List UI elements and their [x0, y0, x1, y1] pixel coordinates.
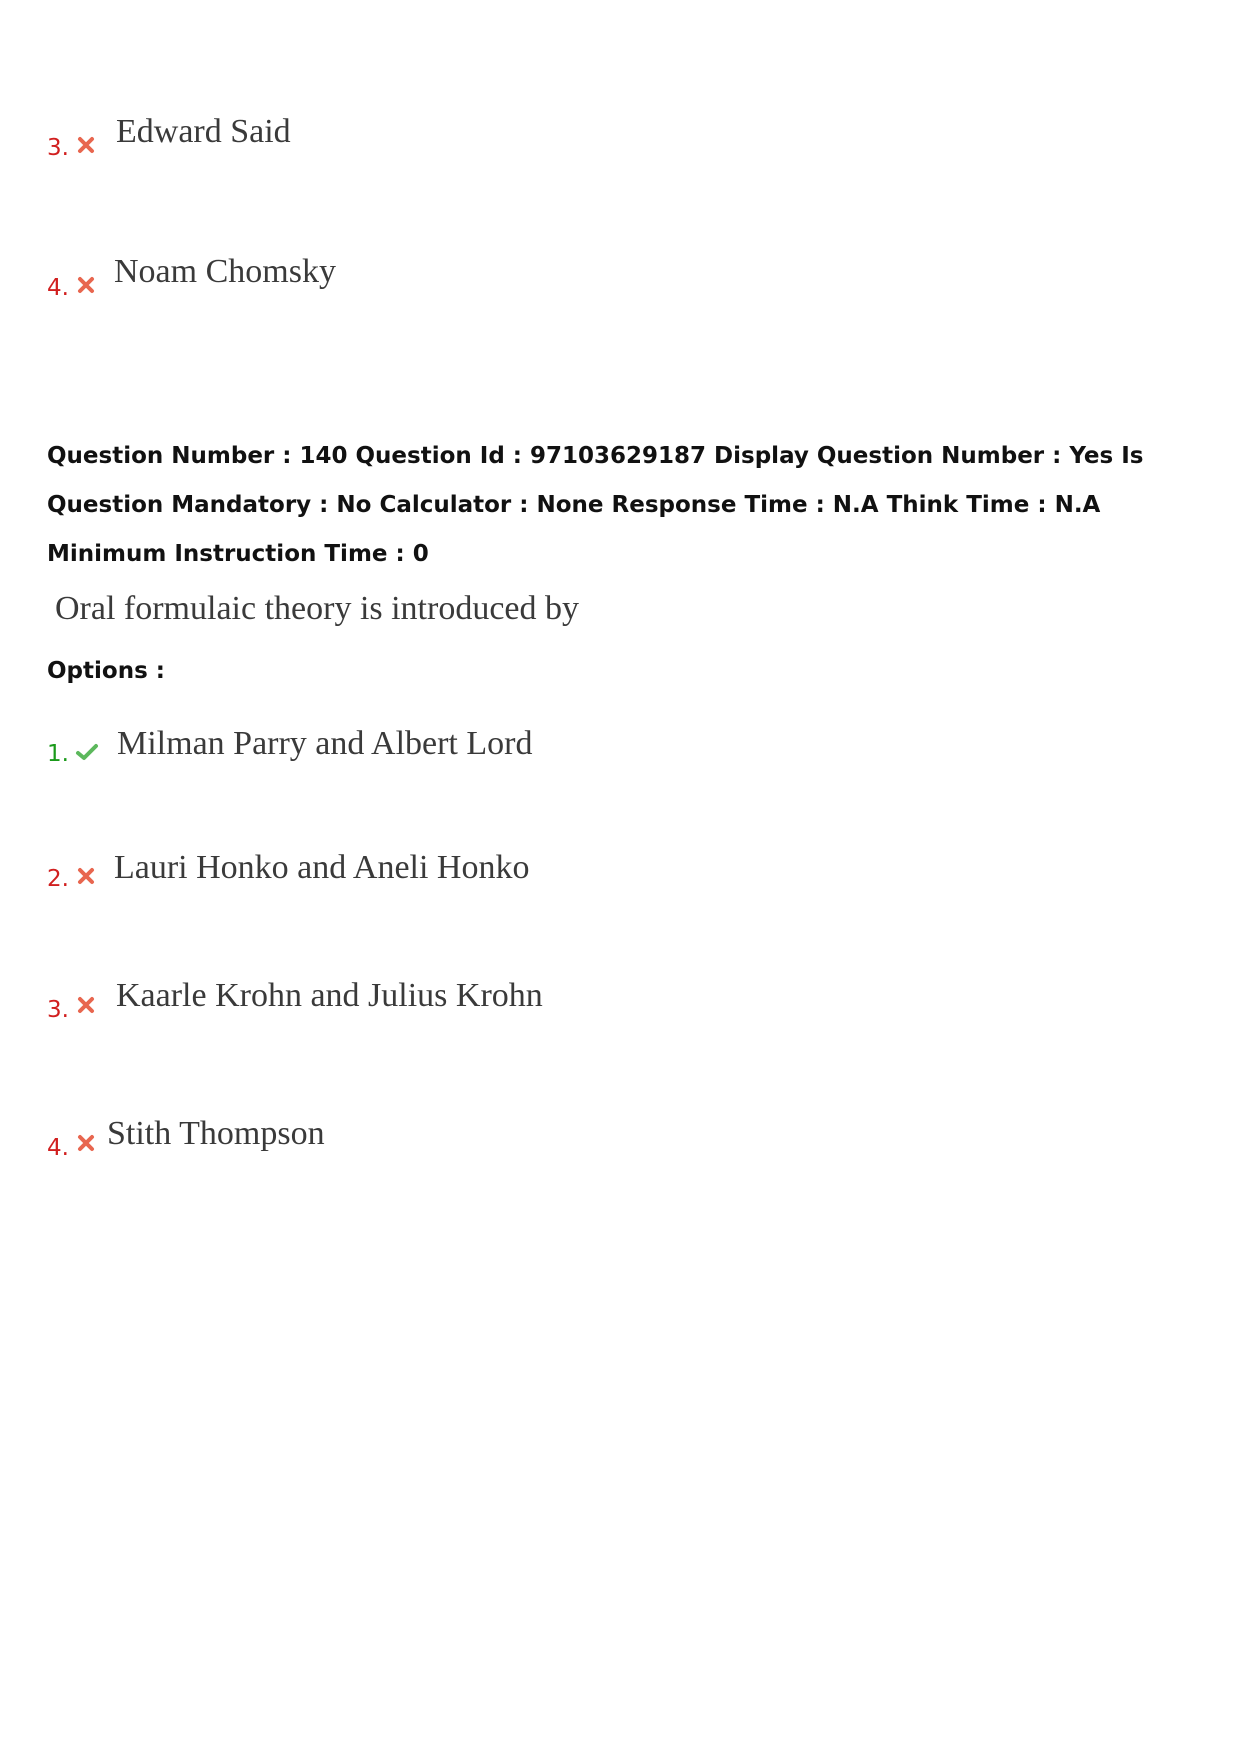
- option-number: 3.: [47, 135, 69, 161]
- option-number: 4.: [47, 1135, 69, 1161]
- option-number: 4.: [47, 275, 69, 301]
- cross-icon: [77, 867, 95, 885]
- question-text: Oral formulaic theory is introduced by: [55, 590, 580, 627]
- option-text: Edward Said: [116, 113, 291, 150]
- prev-option-4: [47, 252, 947, 312]
- option-text: Kaarle Krohn and Julius Krohn: [116, 977, 543, 1014]
- option-number: 2.: [47, 866, 69, 892]
- cross-icon: [77, 276, 95, 294]
- option-number: 1.: [47, 741, 69, 767]
- option-4: [47, 1114, 947, 1174]
- option-1: [47, 724, 947, 784]
- options-label: Options :: [47, 658, 165, 684]
- cross-icon: [77, 996, 95, 1014]
- option-text: Noam Chomsky: [114, 253, 336, 290]
- cross-icon: [77, 136, 95, 154]
- prev-option-3: [47, 112, 947, 172]
- option-2: [47, 848, 947, 908]
- option-text: Stith Thompson: [107, 1115, 325, 1152]
- option-text: Lauri Honko and Aneli Honko: [114, 849, 530, 886]
- option-text: Milman Parry and Albert Lord: [117, 725, 533, 762]
- question-metadata: Question Number : 140 Question Id : 97103629187 Display Question Number : Yes Is Question Mandatory : No Calculator : None Response Time : N.A Think Time : N.A Minimum Instruction Time : 0: [47, 443, 1144, 567]
- option-3: [47, 976, 947, 1036]
- option-number: 3.: [47, 997, 69, 1023]
- check-icon: [75, 743, 99, 761]
- cross-icon: [77, 1134, 95, 1152]
